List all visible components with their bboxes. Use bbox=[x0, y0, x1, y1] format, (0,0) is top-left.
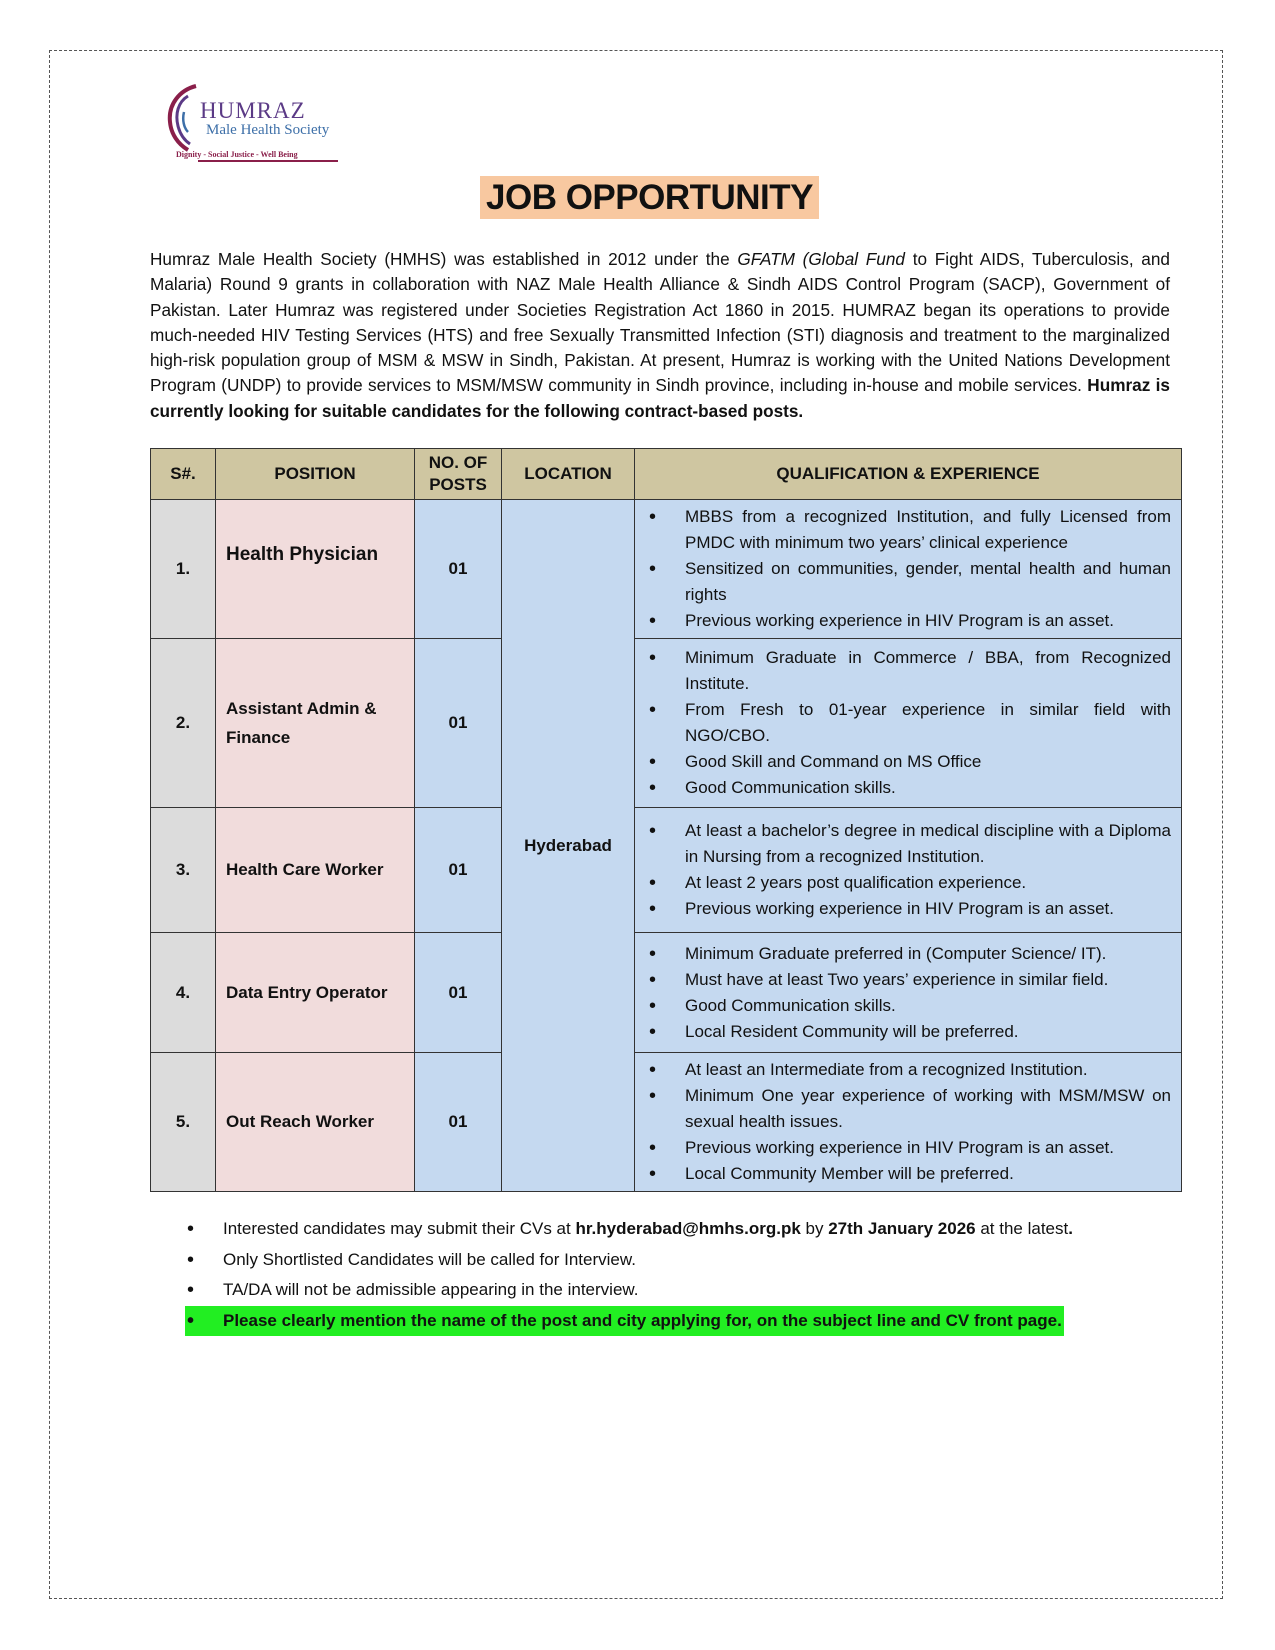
qualification-item: • Minimum One year experience of working with MSM/MSW on sexual health issues. bbox=[647, 1083, 1171, 1135]
row-sn: 4. bbox=[151, 933, 216, 1053]
row-sn: 2. bbox=[151, 639, 216, 808]
intro-paragraph bbox=[150, 247, 1170, 424]
qualification-item: • Good Communication skills. bbox=[647, 993, 1171, 1019]
qualification-item: • At least 2 years post qualification experience. bbox=[647, 870, 1171, 896]
location-cell: Hyderabad bbox=[502, 500, 635, 1192]
header-qualification: QUALIFICATION & EXPERIENCE bbox=[635, 449, 1182, 500]
qualification-item: • Previous working experience in HIV Program is an asset. bbox=[647, 1135, 1171, 1161]
qualification-item: • MBBS from a recognized Institution, and fully Licensed from PMDC with minimum two years’ clinical experience bbox=[647, 504, 1171, 556]
row-position: Assistant Admin & Finance bbox=[216, 639, 415, 808]
qualification-item: • Sensitized on communities, gender, mental health and human rights bbox=[647, 556, 1171, 608]
qualification-item: • Previous working experience in HIV Program is an asset. bbox=[647, 608, 1171, 634]
note-subject-line: • Please clearly mention the name of the post and city applying for, on the subject line and CV front page. bbox=[185, 1306, 1064, 1337]
table-row bbox=[151, 500, 1182, 639]
row-posts: 01 bbox=[415, 808, 502, 933]
intro-text-1: Humraz Male Health Society (HMHS) was established in 2012 under the bbox=[150, 249, 738, 269]
qualification-item: • Local Resident Community will be preferred. bbox=[647, 1019, 1171, 1045]
qualification-item: • Must have at least Two years’ experience in similar field. bbox=[647, 967, 1171, 993]
row-position: Health Physician bbox=[216, 500, 415, 639]
deadline-date: 27th January 2026 bbox=[828, 1219, 976, 1238]
note-shortlisted: • Only Shortlisted Candidates will be called for Interview. bbox=[185, 1245, 1185, 1276]
qualification-item: • From Fresh to 01-year experience in similar field with NGO/CBO. bbox=[647, 697, 1171, 749]
qualification-item: • Minimum Graduate in Commerce / BBA, from Recognized Institute. bbox=[647, 645, 1171, 697]
intro-lead: Humraz is currently looking for suitable candidates for the following contract-based posts. bbox=[150, 375, 1170, 421]
note-submit-text-b: by bbox=[800, 1219, 829, 1238]
row-sn: 5. bbox=[151, 1053, 216, 1192]
intro-text-2: to Fight AIDS, Tuberculosis, and Malaria) Round 9 grants in collaboration with NAZ Male Health Alliance & Sindh AIDS Control Program (SACP), Government of Pakistan. Later Humraz was registered under Societies Registration Act 1860 in 2015. HUMRAZ began its operations to provide much-needed HIV Testing Services (HTS) and free Sexually Transmitted Infection (STI) diagnosis and treatment to the marginalized high-risk population group of MSM & MSW in Sindh, Pakistan. At present, Humraz is working with the United Nations Development Program (UNDP) to provide services to MSM/MSW community in Sindh province, including in-house and mobile services. bbox=[150, 249, 1170, 396]
row-position: Data Entry Operator bbox=[216, 933, 415, 1053]
row-qualifications bbox=[635, 639, 1182, 808]
header-posts: NO. OF POSTS bbox=[415, 449, 502, 500]
header-sn: S#. bbox=[151, 449, 216, 500]
note-submit-text-a: Interested candidates may submit their CVs at bbox=[223, 1219, 576, 1238]
table-row bbox=[151, 808, 1182, 933]
row-qualifications bbox=[635, 808, 1182, 933]
row-sn: 3. bbox=[151, 808, 216, 933]
row-qualifications bbox=[635, 1053, 1182, 1192]
notes-list bbox=[185, 1214, 1185, 1336]
row-posts: 01 bbox=[415, 500, 502, 639]
jobs-table bbox=[150, 448, 1182, 1192]
row-qualifications bbox=[635, 933, 1182, 1053]
logo-underline bbox=[198, 160, 338, 162]
note-submit-cv bbox=[185, 1214, 1185, 1245]
logo-tagline: Dignity - Social Justice - Well Being bbox=[176, 150, 298, 159]
row-posts: 01 bbox=[415, 1053, 502, 1192]
table-row bbox=[151, 639, 1182, 808]
apply-email-link[interactable]: hr.hyderabad@hmhs.org.pk bbox=[575, 1219, 801, 1238]
qualification-item: • At least a bachelor’s degree in medical discipline with a Diploma in Nursing from a recognized Institution. bbox=[647, 818, 1171, 870]
qualification-item: • Minimum Graduate preferred in (Computer Science/ IT). bbox=[647, 941, 1171, 967]
qualification-item: • Local Community Member will be preferred. bbox=[647, 1161, 1171, 1187]
qualification-item: • Previous working experience in HIV Program is an asset. bbox=[647, 896, 1171, 922]
humraz-logo bbox=[158, 82, 348, 166]
qualification-item: • At least an Intermediate from a recognized Institution. bbox=[647, 1057, 1171, 1083]
row-position: Health Care Worker bbox=[216, 808, 415, 933]
row-position: Out Reach Worker bbox=[216, 1053, 415, 1192]
table-row bbox=[151, 1053, 1182, 1192]
header-location: LOCATION bbox=[502, 449, 635, 500]
page-title: JOB OPPORTUNITY bbox=[480, 176, 819, 219]
note-tada: • TA/DA will not be admissible appearing in the interview. bbox=[185, 1275, 1185, 1306]
row-posts: 01 bbox=[415, 639, 502, 808]
qualification-item: • Good Communication skills. bbox=[647, 775, 1171, 801]
logo-name: HUMRAZ bbox=[200, 98, 306, 123]
note-submit-text-c: at the latest bbox=[975, 1219, 1069, 1238]
row-qualifications bbox=[635, 500, 1182, 639]
note-submit-text-d: . bbox=[1068, 1219, 1073, 1238]
qualification-item: • Good Skill and Command on MS Office bbox=[647, 749, 1171, 775]
row-sn: 1. bbox=[151, 500, 216, 639]
table-row bbox=[151, 933, 1182, 1053]
row-posts: 01 bbox=[415, 933, 502, 1053]
intro-gfatm: GFATM (Global Fund bbox=[737, 249, 905, 269]
header-position: POSITION bbox=[216, 449, 415, 500]
table-header-row bbox=[151, 449, 1182, 500]
logo-subtitle: Male Health Society bbox=[206, 122, 330, 138]
